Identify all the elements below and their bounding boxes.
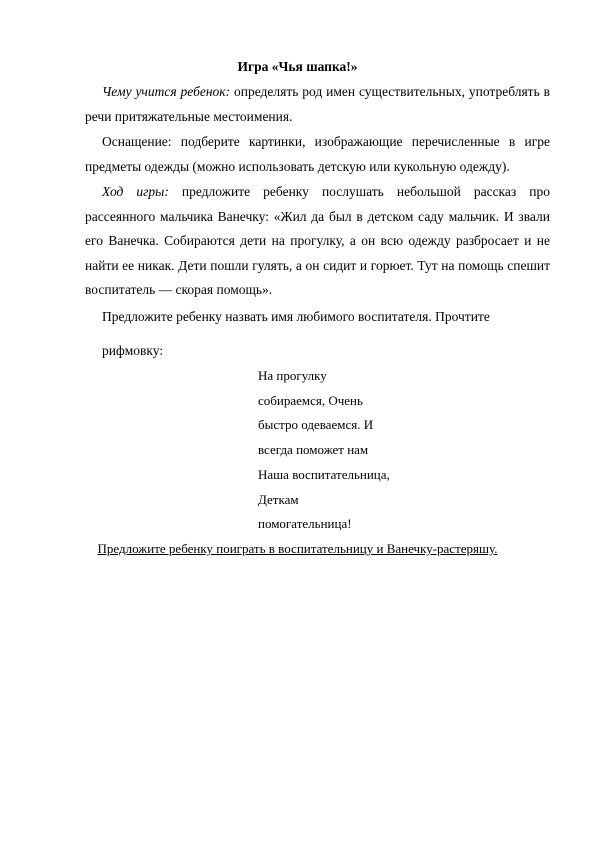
rhyme-line: помогательница!: [258, 516, 352, 532]
page-title: Игра «Чья шапка!»: [237, 59, 358, 74]
paragraph-equipment: [85, 130, 550, 179]
rhyme-line: Деткам: [258, 491, 299, 507]
paragraph-teacher-name: [85, 305, 550, 330]
learning-goal-text: определять род имен существительных, употреблять в речи притяжательные местоимения.: [85, 84, 550, 124]
rhyme-intro-line: рифмовку:: [102, 343, 164, 358]
paragraph-learning-goal: [85, 80, 550, 129]
equipment-text: Оснащение: подберите картинки, изображающие перечисленные в игре предметы одежды (можно использовать детскую или кукольную одежду).: [85, 134, 550, 174]
rhyme-line: быстро одеваемся. И: [258, 417, 374, 433]
rhyme-line: собираемся, Очень: [258, 392, 363, 408]
rhyme-block: [258, 364, 390, 537]
learning-goal-label: Чему учится ребенок:: [102, 84, 231, 99]
closing-instruction: Предложите ребенку поиграть в воспитательницу и Ванечку-растеряшу.: [97, 541, 498, 556]
teacher-name-text: Предложите ребенку назвать имя любимого воспитателя. Прочтите: [102, 309, 490, 324]
rhyme-line: всегда поможет нам: [258, 442, 369, 458]
game-procedure-label: Ход игры:: [102, 184, 169, 199]
game-procedure-text: предложите ребенку послушать небольшой рассказ про рассеянного мальчика Ванечку: «Жил да был в детском саду мальчик. И звали его Ванечка. Собираются дети на прогулку, а он всю одежду разбросает и не найти ее никак. Дети пошли гулять, а он сидит и горюет. Тут на помощь спешит воспитатель — скорая помощь».: [85, 184, 550, 297]
rhyme-line: На прогулку: [258, 368, 327, 383]
paragraph-game-procedure: [85, 180, 550, 303]
rhyme-line: Наша воспитательница,: [258, 466, 390, 482]
